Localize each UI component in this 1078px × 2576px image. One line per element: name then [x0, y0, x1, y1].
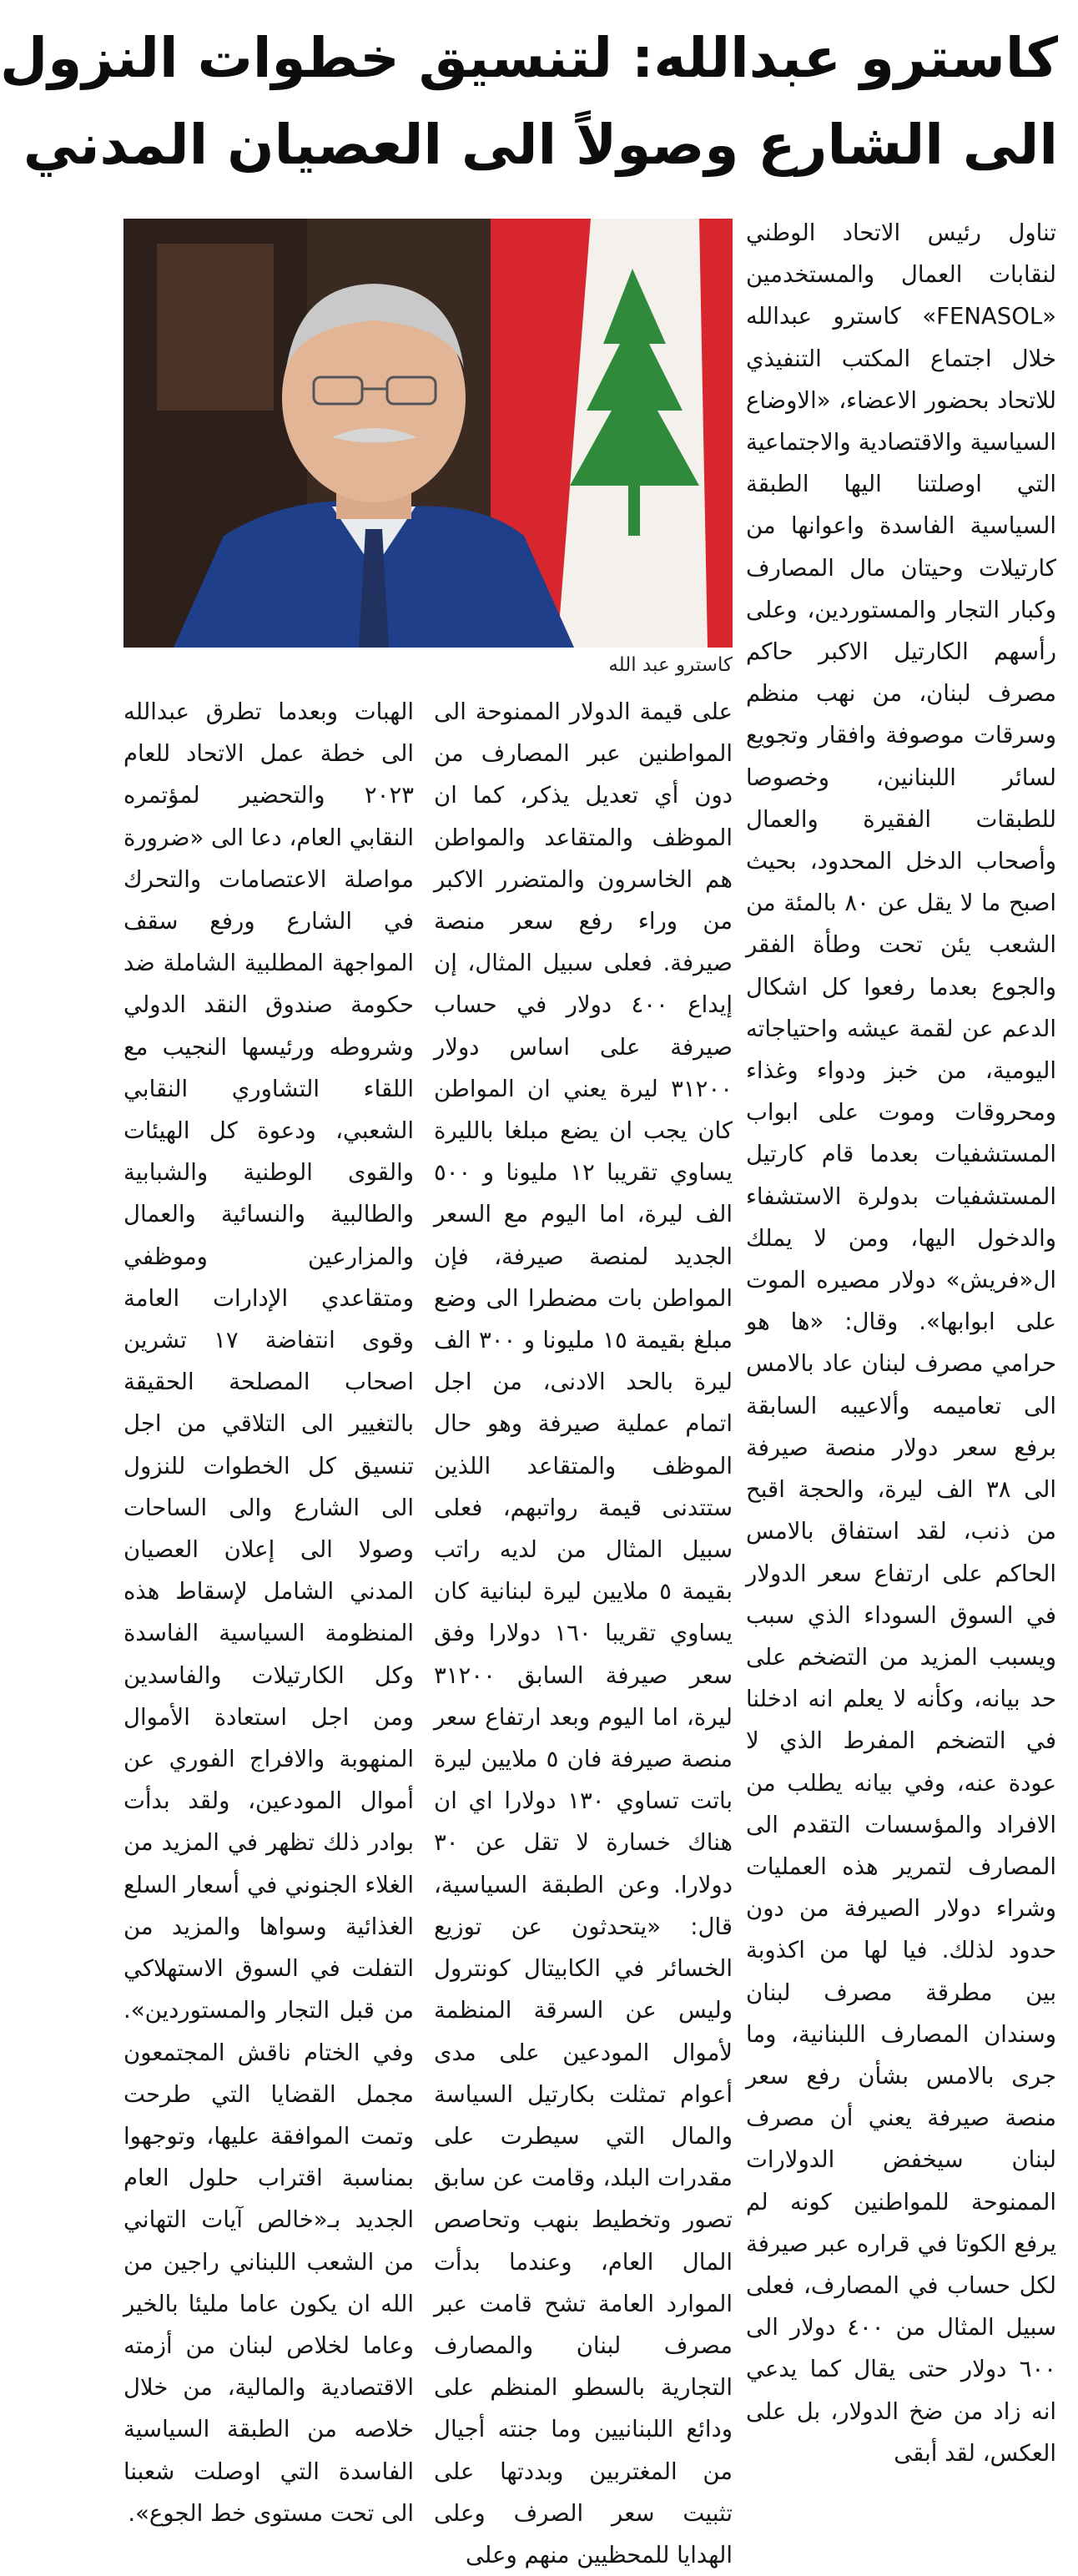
article-column-3: الهبات وبعدما تطرق عبدالله الى خطة عمل الاتحاد للعام ٢٠٢٣ والتحضير لمؤتمره النقابي العام، دعا الى «ضرورة مواصلة الاعتصامات والتحرك في الشارع ورفع سقف المواجهة المطلبية الشاملة ضد حكومة صندوق النقد الدولي وشروطه ورئيسها النجيب مع اللقاء التشاوري النقابي الشعبي، ودعوة كل الهيئات والقوى الوطنية والشبابية والطالبية والنسائية والعمال والمزارعين وموظفي ومتقاعدي الإدارات العامة وقوى انتفاضة ١٧ تشرين اصحاب المصلحة الحقيقة بالتغيير الى التلاقي من اجل تنسيق كل الخطوات للنزول الى الشارع والى الساحات وصولا الى إعلان العصيان المدني الشامل لإسقاط هذه المنظومة السياسية الفاسدة وكل الكارتيلات والفاسدين ومن اجل استعادة الأموال المنهوبة والافراج الفوري عن أموال المودعين، ولقد بدأت بوادر ذلك تظهر في المزيد من الغلاء الجنوني في أسعار السلع الغذائية وسواها والمزيد من التفلت في السوق الاستهلاكي من قبل التجار والمستوردين». وفي الختام ناقش المجتمعون مجمل القضايا التي طرحت وتمت الموافقة عليها، وتوجهوا بمناسبة اقتراب حلول العام الجديد بـ«خالص آيات التهاني من الشعب اللبناني راجين من الله ان يكون عاما مليئا بالخير وعاما لخلاص لبنان من أزمته الاقتصادية والمالية، من خلال خلاصه من الطبقة السياسية الفاسدة التي اوصلت شعبنا الى تحت مستوى خط الجوع».	[123, 698, 414, 2527]
headline	[0, 15, 1058, 197]
portrait-illustration	[123, 219, 733, 648]
photo-caption: كاسترو عبد الله	[608, 654, 733, 676]
headline-line-2: الى الشارع وصولاً الى العصيان المدني	[23, 113, 1058, 177]
headline-line-1: كاسترو عبدالله: لتنسيق خطوات النزول	[0, 26, 1058, 90]
article-column-2: على قيمة الدولار الممنوحة الى المواطنين عبر المصارف من دون أي تعديل يذكر، كما ان الموظف والمتقاعد والمواطن هم الخاسرون والمتضرر الاكبر من وراء رفع سعر منصة صيرفة. فعلى سبيل المثال، إن إيداع ٤٠٠ دولار في حساب صيرفة على اساس دولار ٣١٢٠٠ ليرة يعني ان المواطن كان يجب ان يضع مبلغا بالليرة يساوي تقريبا ١٢ مليونا و ٥٠٠ الف ليرة، اما اليوم مع السعر الجديد لمنصة صيرفة، فإن المواطن بات مضطرا الى وضع مبلغ بقيمة ١٥ مليونا و ٣٠٠ الف ليرة بالحد الادنى، من اجل اتمام عملية صيرفة وهو حال الموظف والمتقاعد اللذين ستتدنى قيمة رواتبهم، فعلى سبيل المثال من لديه راتب بقيمة ٥ ملايين ليرة لبنانية كان يساوي تقريبا ١٦٠ دولارا وفق سعر صيرفة السابق ٣١٢٠٠ ليرة، اما اليوم وبعد ارتفاع سعر منصة صيرفة فان ٥ ملايين ليرة باتت تساوي ١٣٠ دولارا اي ان هناك خسارة لا تقل عن ٣٠ دولارا. وعن الطبقة السياسية، قال: «يتحدثون عن توزيع الخسائر في الكابيتال كونترول وليس عن السرقة المنظمة لأموال المودعين على مدى أعوام تمثلت بكارتيل السياسة والمال التي سيطرت على مقدرات البلد، وقامت عن سابق تصور وتخطيط بنهب وتحاصص المال العام، وعندما بدأت الموارد العامة تشح قامت عبر مصرف لبنان والمصارف التجارية بالسطو المنظم على ودائع اللبنانيين وما جنته أجيال من المغتربين وبددتها على تثبيت سعر الصرف وعلى الهدايا للمحظيين منهم وعلى	[434, 698, 733, 2568]
article-column-1: تناول رئيس الاتحاد الوطني لنقابات العمال والمستخدمين «FENASOL» كاسترو عبدالله خلال اجتماع المكتب التنفيذي للاتحاد بحضور الاعضاء، «الاوضاع السياسية والاقتصادية والاجتماعية التي اوصلتنا اليها الطبقة السياسية الفاسدة واعوانها من كارتيلات وحيتان مال المصارف وكبار التجار والمستوردين، وعلى رأسهم الكارتيل الاكبر حاكم مصرف لبنان، من نهب منظم وسرقات موصوفة وافقار وتجويع لسائر اللبنانين، وخصوصا للطبقات الفقيرة والعمال وأصحاب الدخل المحدود، بحيث اصبح ما لا يقل عن ٨٠ بالمئة من الشعب يئن تحت وطأة الفقر والجوع بعدما رفعوا كل اشكال الدعم عن لقمة عيشه واحتياجاته اليومية، من خبز ودواء وغذاء ومحروقات وموت على ابواب المستشفيات بعدما قام كارتيل المستشفيات بدولرة الاستشفاء والدخول اليها، ومن لا يملك ال«فريش» دولار مصيره الموت على ابوابها». وقال: «ها هو حرامي مصرف لبنان عاد بالامس الى تعاميمه وألاعيبه السابقة برفع سعر دولار منصة صيرفة الى ٣٨ الف ليرة، والحجة اقبح من ذنب، لقد استفاق بالامس الحاكم على ارتفاع سعر الدولار في السوق السوداء الذي سبب ويسبب المزيد من التضخم على حد بيانه، وكأنه لا يعلم انه ادخلنا في التضخم المفرط الذي لا عودة عنه، وفي بيانه يطلب من الافراد والمؤسسات التقدم الى المصارف لتمرير هذه العمليات وشراء دولار الصيرفة من دون حدود لذلك. فيا لها من اكذوبة بين مطرقة مصرف لبنان وسندان المصارف اللبنانية، وما جرى بالامس بشأن رفع سعر منصة صيرفة يعني أن مصرف لبنان سيخفض الدولارات الممنوحة للمواطنين كونه لم يرفع الكوتا في قراره عبر صيرفة لكل حساب في المصارف، فعلى سبيل المثال من ٤٠٠ دولار الى ٦٠٠ دولار حتى يقال كما يدعي انه زاد من ضخ الدولار، بل على العكس، لقد أبقى	[746, 219, 1057, 2467]
portrait-photo	[123, 219, 733, 648]
